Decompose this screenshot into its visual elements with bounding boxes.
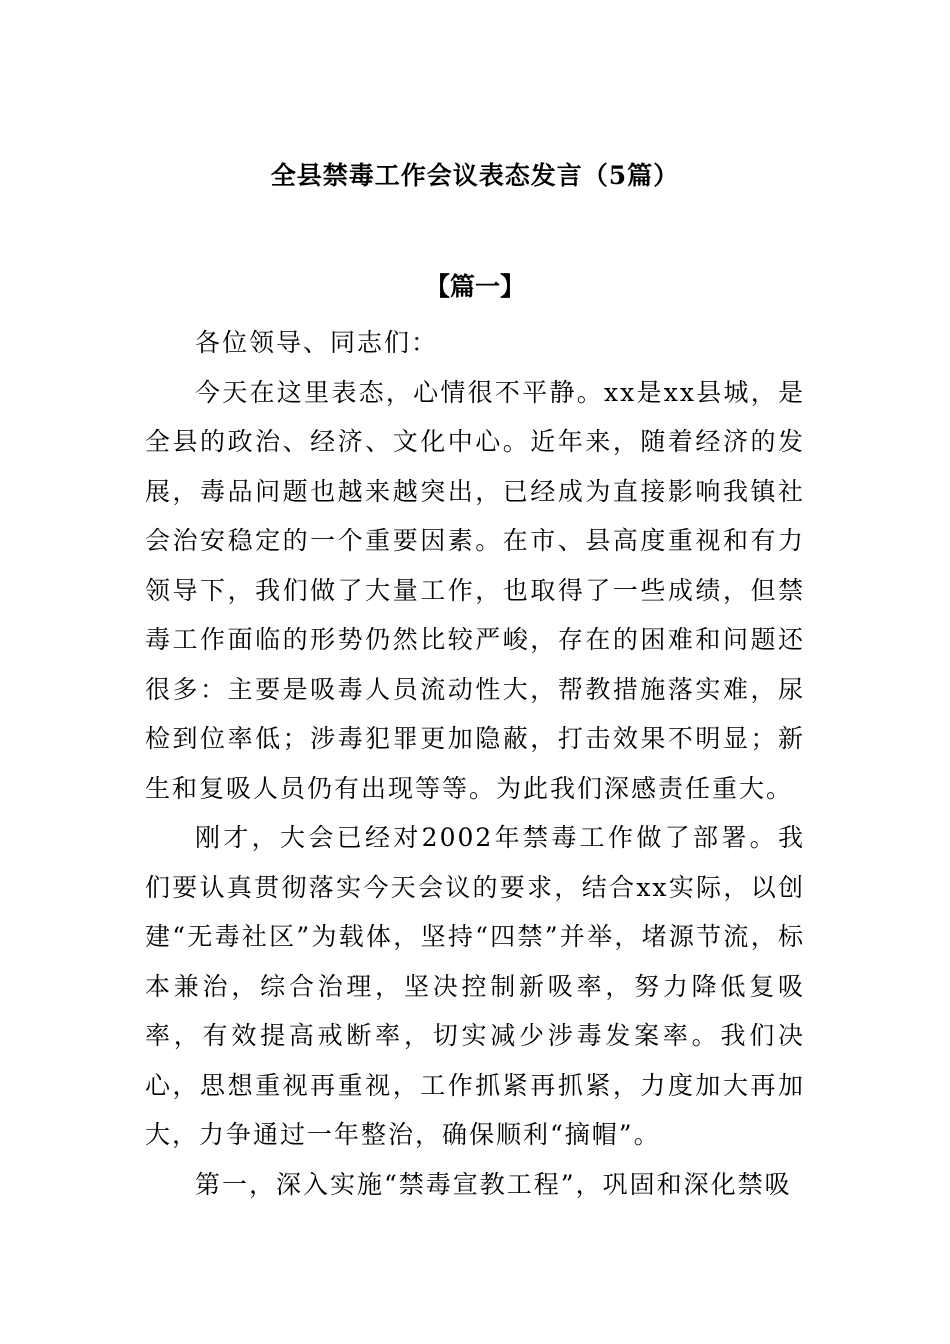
- body-paragraph: 刚才，大会已经对2002年禁毒工作做了部署。我们要认真贯彻落实今天会议的要求，结合xx实际，以创建“无毒社区”为载体，坚持“四禁”并举，堵源节流，标本兼治，综合治理，坚决控制新吸率，努力降低复吸率，有效提高戒断率，切实减少涉毒发案率。我们决心，思想重视再重视，工作抓紧再抓紧，力度加大再加大，力争通过一年整治，确保顺利“摘帽”。: [145, 823, 805, 1149]
- body-paragraph: 第一，深入实施“禁毒宣教工程”，巩固和深化禁吸: [195, 1169, 792, 1199]
- salutation-paragraph: 各位领导、同志们：: [195, 328, 439, 357]
- document-title: 全县禁毒工作会议表态发言（5篇）: [270, 161, 680, 190]
- section-heading: 【篇一】: [424, 272, 525, 301]
- body-paragraph: 今天在这里表态，心情很不平静。xx是xx县城，是全县的政治、经济、文化中心。近年来，随着经济的发展，毒品问题也越来越突出，已经成为直接影响我镇社会治安稳定的一个重要因素。在市、县高度重视和有力领导下，我们做了大量工作，也取得了一些成绩，但禁毒工作面临的形势仍然比较严峻，存在的困难和问题还很多：主要是吸毒人员流动性大，帮教措施落实难，尿检到位率低；涉毒犯罪更加隐蔽，打击效果不明显；新生和复吸人员仍有出现等等。为此我们深感责任重大。: [145, 377, 805, 803]
- document-body: [145, 318, 805, 1209]
